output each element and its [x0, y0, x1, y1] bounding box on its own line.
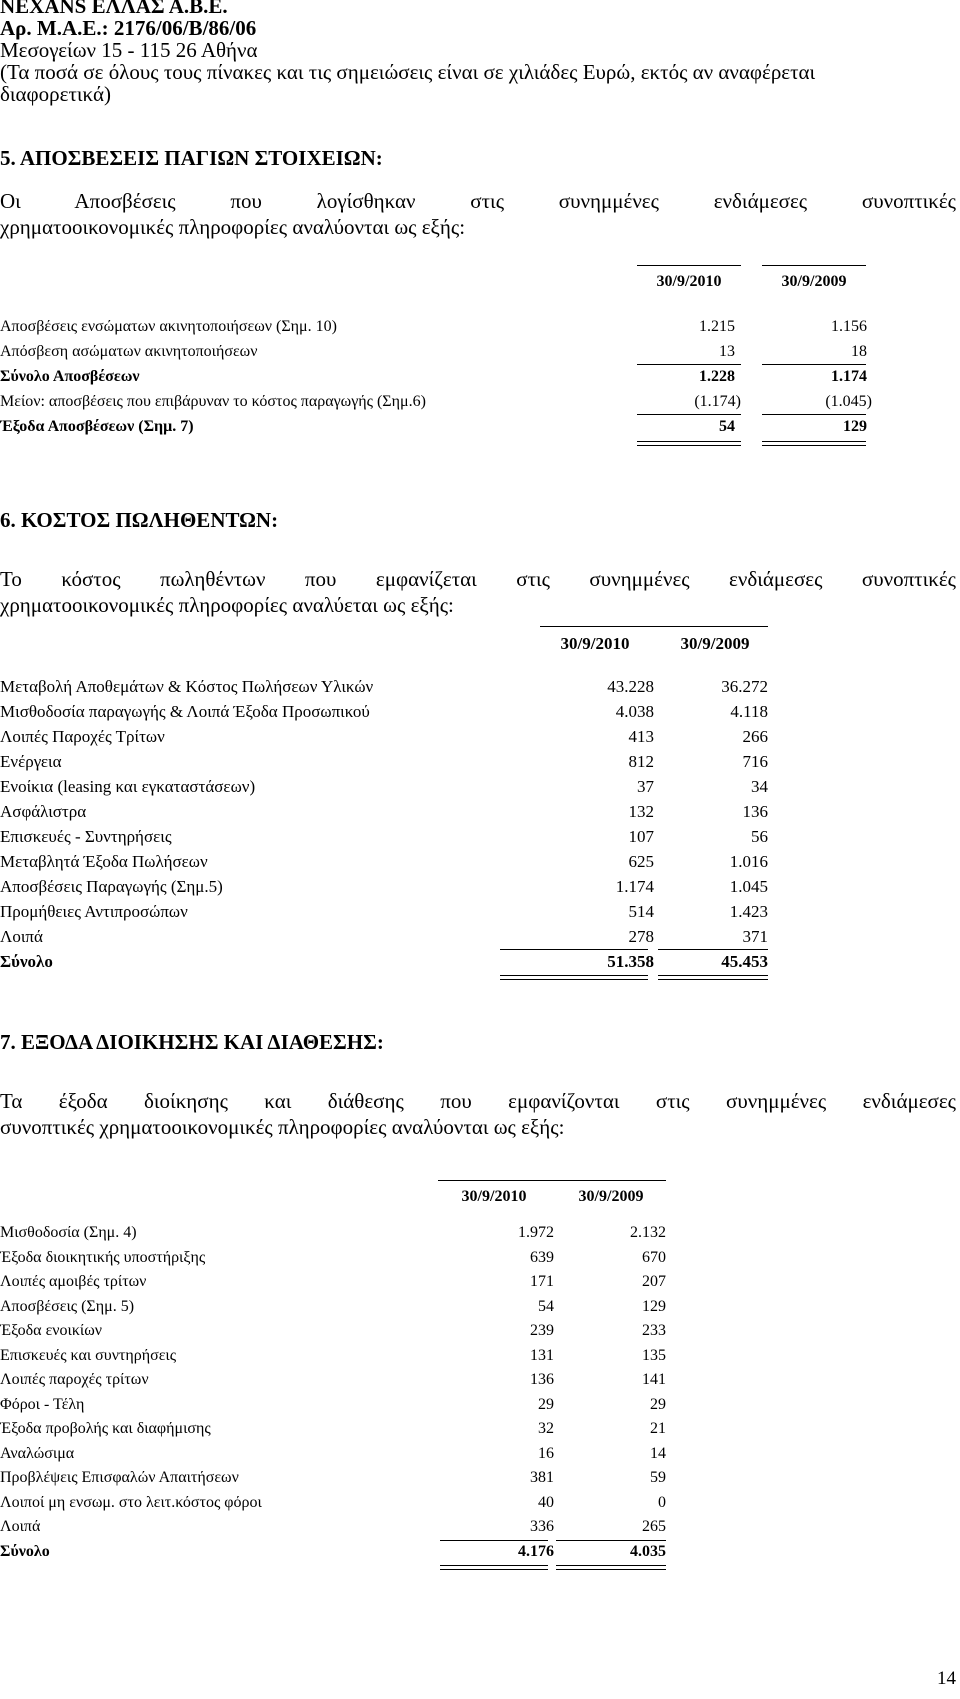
value-2010: 239	[530, 1322, 554, 1339]
value-2009: 136	[742, 802, 768, 821]
table-row	[0, 1494, 960, 1518]
col-rule	[637, 265, 741, 266]
value-2009: 2.132	[630, 1224, 666, 1241]
value-2010: 136	[530, 1371, 554, 1388]
row-label: Ασφάλιστρα	[0, 802, 87, 821]
value-2009: 45.453	[721, 952, 768, 971]
section7-intro	[0, 1088, 956, 1140]
table-row	[0, 727, 960, 751]
column-header-2010: 30/9/2010	[656, 273, 722, 290]
header-rule	[540, 626, 768, 627]
total-rule	[762, 414, 866, 415]
value-2010: 32	[538, 1420, 554, 1437]
table-row	[0, 1371, 960, 1395]
value-2010: 1.228	[699, 368, 735, 385]
row-label: Ενέργεια	[0, 752, 62, 771]
subtotal-rule	[762, 364, 866, 365]
double-underline	[762, 441, 866, 446]
value-2010: 51.358	[607, 952, 654, 971]
value-2009: 0	[658, 1493, 666, 1511]
row-label: Έξοδα προβολής και διαφήμισης	[0, 1420, 211, 1437]
admin-selling-expenses-table	[0, 1176, 960, 1576]
row-label: Επισκευές και συντηρήσεις	[0, 1346, 177, 1364]
value-2009: 233	[642, 1322, 666, 1339]
value-2010: 16	[538, 1444, 554, 1462]
value-2010: 381	[530, 1469, 554, 1486]
row-label: Μεταβλητά Έξοδα Πωλήσεων	[0, 852, 208, 871]
row-label: Λοιπά	[0, 1518, 41, 1535]
row-label: Μισθοδοσία παραγωγής & Λοιπά Έξοδα Προσωπικού	[0, 702, 370, 721]
value-2009: 56	[751, 827, 768, 846]
value-2010: 4.176	[518, 1542, 554, 1560]
table-row	[0, 1249, 960, 1273]
table-row	[0, 752, 960, 776]
value-2009: 1.174	[831, 368, 867, 385]
value-2010: 54	[719, 418, 735, 435]
value-2009: (1.045)	[825, 393, 872, 410]
table-row	[0, 677, 960, 701]
section7-intro-line2: συνοπτικές χρηματοοικονομικές πληροφορίες αναλύονται ως εξής:	[0, 1115, 565, 1139]
cost-of-sales-table	[0, 622, 960, 982]
total-rule	[637, 414, 741, 415]
total-rule	[556, 1540, 666, 1541]
registration-number: Αρ. Μ.Α.Ε.: 2176/06/Β/86/06	[0, 16, 257, 40]
table-row	[0, 1347, 960, 1371]
header-rule	[438, 1180, 666, 1181]
value-2009: 4.118	[730, 702, 768, 721]
depreciation-table	[0, 255, 960, 455]
row-label: Έξοδα ενοικίων	[0, 1322, 102, 1339]
value-2009: 129	[843, 418, 867, 435]
value-2009: 141	[642, 1371, 666, 1388]
row-label: Λοιπές παροχές τρίτων	[0, 1371, 149, 1388]
table-row	[0, 1224, 960, 1248]
value-2010: 40	[538, 1493, 554, 1511]
value-2010: 639	[530, 1248, 554, 1266]
row-label: Αποσβέσεις Παραγωγής (Σημ.5)	[0, 877, 223, 896]
value-2009: 1.423	[729, 902, 768, 921]
section5-intro	[0, 188, 956, 240]
value-2010: 13	[719, 343, 735, 360]
table-row	[0, 1298, 960, 1322]
row-label: Σύνολο	[0, 1542, 50, 1560]
section5-title: 5. ΑΠΟΣΒΕΣΕΙΣ ΠΑΓΙΩΝ ΣΤΟΙΧΕΙΩΝ:	[0, 146, 383, 170]
table-row	[0, 802, 960, 826]
value-2010: 336	[530, 1518, 554, 1535]
value-2009: 18	[851, 343, 867, 360]
total-rule	[440, 1540, 548, 1541]
table-row	[0, 827, 960, 851]
value-2009: 129	[642, 1297, 666, 1315]
header	[0, 0, 815, 105]
column-header-2009: 30/9/2009	[680, 634, 750, 653]
value-2010: 37	[637, 777, 654, 796]
value-2009: 29	[650, 1395, 666, 1413]
table-row	[0, 1273, 960, 1297]
row-label: Λοιποί μη ενσωμ. στο λειτ.κόστος φόροι	[0, 1493, 262, 1511]
value-2010: 413	[628, 727, 654, 746]
value-2009: 135	[642, 1346, 666, 1364]
value-2010: 29	[538, 1395, 554, 1413]
row-label: Λοιπές Παροχές Τρίτων	[0, 727, 165, 746]
value-2009: 371	[742, 927, 768, 946]
value-2009: 59	[650, 1469, 666, 1486]
subtotal-row	[0, 368, 960, 392]
row-label: Μεταβολή Αποθεμάτων & Κόστος Πωλήσεων Υλικών	[0, 677, 374, 696]
value-2010: 1.215	[699, 318, 735, 335]
value-2010: 1.174	[615, 877, 654, 896]
value-2009: 4.035	[630, 1542, 666, 1560]
value-2010: 4.038	[615, 702, 654, 721]
table-row	[0, 927, 960, 951]
row-label: Επισκευές - Συντηρήσεις	[0, 827, 172, 846]
value-2009: 1.016	[729, 852, 768, 871]
value-2010: 43.228	[607, 677, 654, 696]
col-rule	[762, 265, 866, 266]
section6-intro-line2: χρηματοοικονομικές πληροφορίες αναλύεται ως εξής:	[0, 593, 454, 617]
total-rule	[658, 949, 768, 950]
row-label: Αναλώσιμα	[0, 1444, 75, 1462]
value-2010: 171	[530, 1273, 554, 1290]
value-2009: 207	[642, 1273, 666, 1290]
value-2010: 1.972	[518, 1224, 554, 1241]
value-2009: 36.272	[721, 677, 768, 696]
amounts-note-line1: (Τα ποσά σε όλους τους πίνακες και τις σημειώσεις είναι σε χιλιάδες Ευρώ, εκτός αν αναφέρεται	[0, 60, 816, 84]
section6-intro-line1: Το κόστος πωληθέντων που εμφανίζεται στις συνημμένες ενδιάμεσες συνοπτικές	[0, 567, 956, 591]
table-row	[0, 1469, 960, 1493]
value-2010: (1.174)	[694, 393, 741, 410]
section7-title: 7. ΕΞΟΔΑ ΔΙΟΙΚΗΣΗΣ ΚΑΙ ΔΙΑΘΕΣΗΣ:	[0, 1030, 384, 1054]
company-name: ΝΕΧΑΝS ΕΛΛΑΣ Α.Β.Ε.	[0, 0, 228, 18]
row-label: Προμήθειες Αντιπροσώπων	[0, 902, 188, 921]
value-2009: 34	[751, 777, 768, 796]
table-row	[0, 1445, 960, 1469]
section5-intro-line2: χρηματοοικονομικές πληροφορίες αναλύονται ως εξής:	[0, 215, 466, 239]
row-label: Σύνολο Αποσβέσεων	[0, 368, 140, 385]
total-row	[0, 952, 960, 976]
value-2009: 265	[642, 1518, 666, 1535]
value-2010: 625	[628, 852, 654, 871]
row-label: Φόροι - Τέλη	[0, 1395, 85, 1413]
section6-intro	[0, 566, 956, 618]
amounts-note-line2: διαφορετικά)	[0, 82, 111, 106]
value-2009: 670	[642, 1248, 666, 1266]
total-row	[0, 418, 960, 442]
section6-title: 6. ΚΟΣΤΟΣ ΠΩΛΗΘΕΝΤΩΝ:	[0, 508, 279, 532]
table-row	[0, 1518, 960, 1542]
subtotal-rule	[637, 364, 741, 365]
row-label: Αποσβέσεις (Σημ. 5)	[0, 1297, 135, 1315]
table-row	[0, 1322, 960, 1346]
column-header-2010: 30/9/2010	[461, 1188, 527, 1205]
section5-intro-line1: Οι Αποσβέσεις που λογίσθηκαν στις συνημμένες ενδιάμεσες συνοπτικές	[0, 189, 956, 213]
section7-intro-line1: Τα έξοδα διοίκησης και διάθεσης που εμφανίζονται στις συνημμένες ενδιάμεσες	[0, 1089, 956, 1113]
value-2009: 1.045	[729, 877, 768, 896]
double-underline	[637, 441, 741, 446]
row-label: Λοιπές αμοιβές τρίτων	[0, 1273, 147, 1290]
table-row	[0, 1420, 960, 1444]
value-2009: 1.156	[831, 318, 867, 335]
table-row	[0, 902, 960, 926]
value-2010: 54	[538, 1297, 554, 1315]
row-label: Ενοίκια (leasing και εγκαταστάσεων)	[0, 777, 256, 796]
table-row	[0, 702, 960, 726]
value-2010: 514	[628, 902, 654, 921]
column-header-2010: 30/9/2010	[560, 634, 630, 653]
column-header-2009: 30/9/2009	[781, 273, 847, 290]
row-label: Μείον: αποσβέσεις που επιβάρυναν το κόστος παραγωγής (Σημ.6)	[0, 393, 426, 410]
total-rule	[500, 949, 648, 950]
row-label: Απόσβεση ασώματων ακινητοποιήσεων	[0, 343, 258, 360]
value-2009: 716	[742, 752, 768, 771]
row-label: Λοιπά	[0, 927, 43, 946]
table-row	[0, 1396, 960, 1420]
table-row	[0, 777, 960, 801]
row-label: Έξοδα διοικητικής υποστήριξης	[0, 1248, 206, 1266]
value-2010: 812	[628, 752, 654, 771]
value-2010: 132	[628, 802, 654, 821]
table-row	[0, 852, 960, 876]
company-address: Μεσογείων 15 - 115 26 Αθήνα	[0, 38, 258, 62]
row-label: Σύνολο	[0, 952, 53, 971]
page-number: 14	[937, 1668, 956, 1689]
value-2010: 278	[628, 927, 654, 946]
column-header-2009: 30/9/2009	[578, 1188, 644, 1205]
table-row	[0, 318, 960, 342]
value-2009: 21	[650, 1420, 666, 1437]
row-label: Έξοδα Αποσβέσεων (Σημ. 7)	[0, 418, 194, 435]
row-label: Αποσβέσεις ενσώματων ακινητοποιήσεων (Σημ. 10)	[0, 318, 337, 335]
total-row	[0, 1543, 960, 1567]
value-2010: 131	[530, 1346, 554, 1364]
value-2010: 107	[628, 827, 654, 846]
value-2009: 266	[742, 727, 768, 746]
row-label: Προβλέψεις Επισφαλών Απαιτήσεων	[0, 1469, 239, 1486]
row-label: Μισθοδοσία (Σημ. 4)	[0, 1224, 137, 1241]
table-row	[0, 877, 960, 901]
value-2009: 14	[650, 1444, 666, 1462]
